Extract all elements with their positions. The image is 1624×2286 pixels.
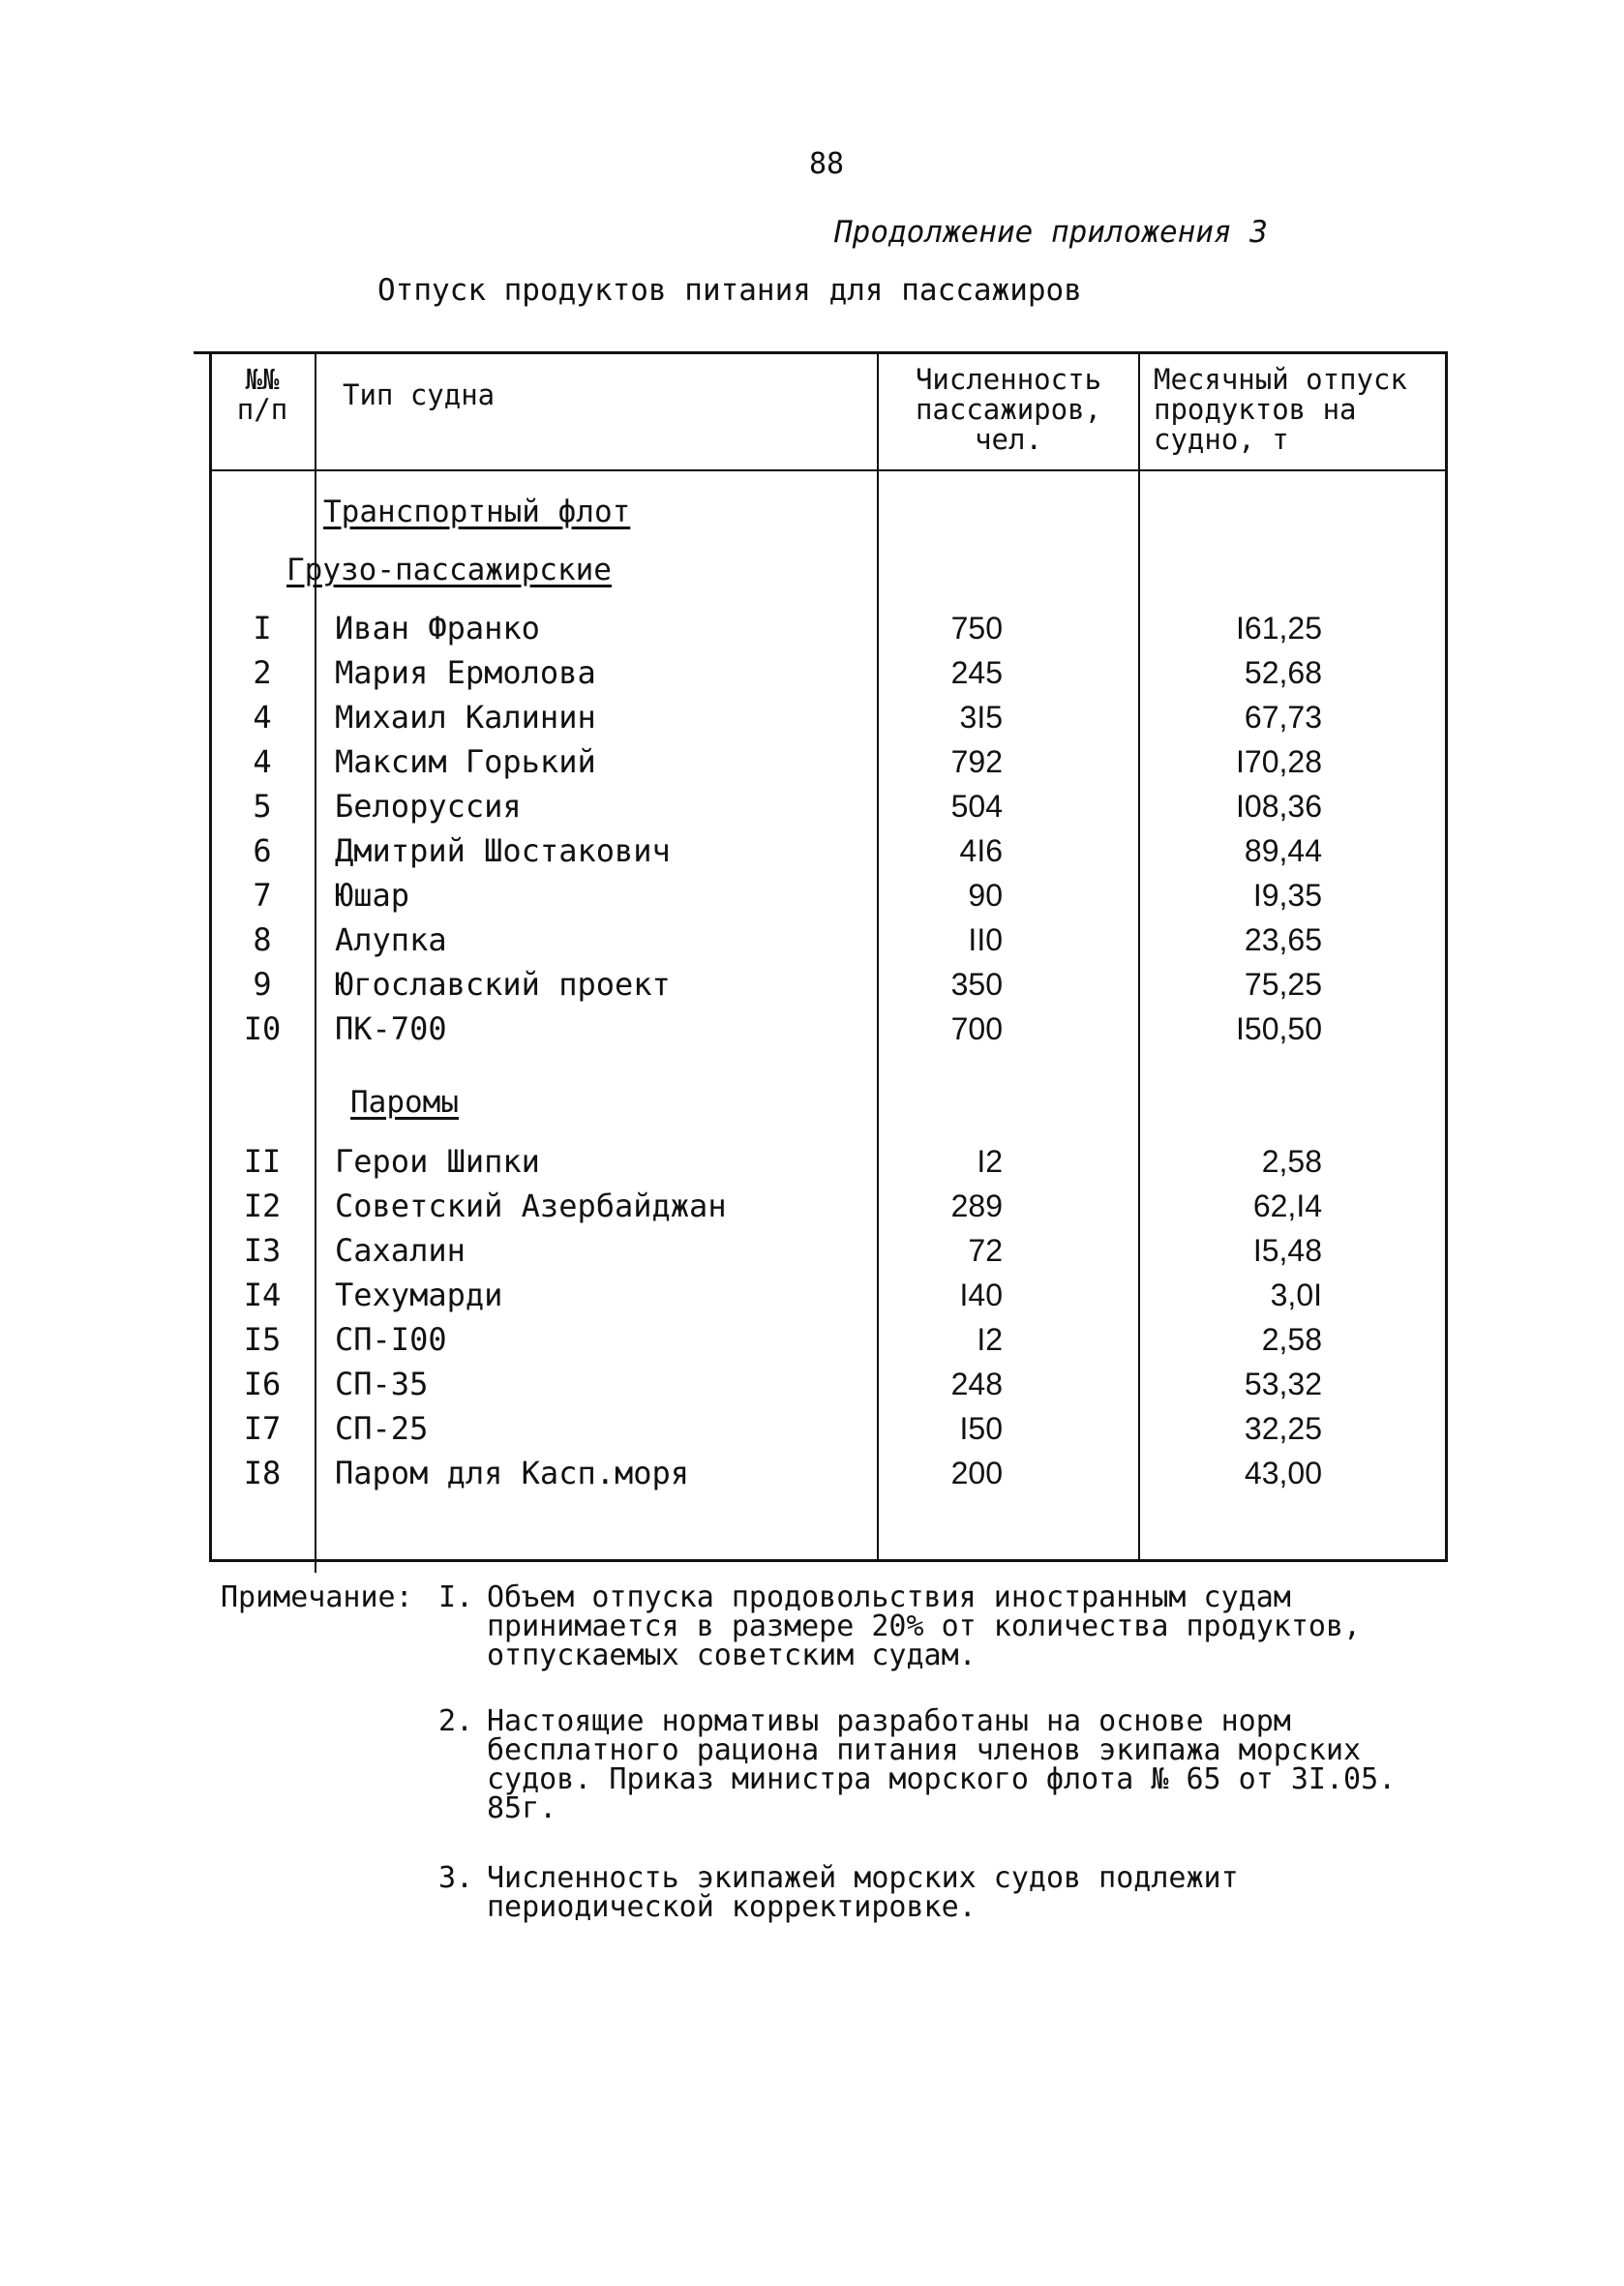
row-monthly-supply: I5,48 (1252, 1233, 1322, 1268)
row-monthly-supply: 3,0I (1270, 1278, 1322, 1312)
table-row (209, 784, 1448, 828)
table-row (209, 917, 1448, 962)
row-vessel-name: СП-25 (335, 1410, 429, 1447)
row-num: 9 (253, 966, 272, 1003)
table-row (209, 650, 1448, 695)
header-num-line-1: №№ (245, 363, 280, 396)
row-num: 4 (253, 699, 272, 736)
row-passengers: I40 (959, 1278, 1003, 1312)
row-vessel-name: Техумарди (335, 1277, 503, 1313)
table-row (209, 1406, 1448, 1451)
table-row (209, 739, 1448, 784)
row-passengers: 3I5 (959, 700, 1003, 735)
header-num-line-2: п/п (236, 393, 288, 426)
note-text: Настоящие нормативы разработаны на основе норм бесплатного рациона питания членов экипажа морских судов. Приказ министра морского флота № 65 от 3I.05. 85г. (487, 1704, 1397, 1825)
row-num: 6 (253, 832, 272, 869)
passenger-food-table (209, 351, 1448, 1561)
row-monthly-supply: I9,35 (1252, 878, 1322, 913)
row-vessel-name: Советский Азербайджан (335, 1188, 727, 1224)
header-monthly-line-2: продуктов на (1154, 393, 1357, 426)
page-number: 88 (809, 147, 845, 181)
row-monthly-supply: I50,50 (1236, 1011, 1322, 1046)
row-passengers: I2 (977, 1144, 1003, 1179)
row-monthly-supply: 53,32 (1244, 1367, 1322, 1401)
header-passengers (882, 365, 1135, 455)
row-passengers: II0 (968, 922, 1003, 957)
row-num: 4 (253, 743, 272, 780)
row-monthly-supply: 43,00 (1244, 1456, 1322, 1490)
table-row (209, 1139, 1448, 1184)
row-vessel-name: Югославский проект (335, 966, 671, 1003)
note-number: 3. (438, 1861, 474, 1895)
row-num: I6 (243, 1366, 282, 1402)
table-row (209, 1451, 1448, 1495)
row-monthly-supply: 75,25 (1244, 967, 1322, 1002)
table-row (209, 873, 1448, 917)
row-monthly-supply: I08,36 (1236, 789, 1322, 824)
row-vessel-name: Иван Франко (335, 610, 540, 647)
row-passengers: 4I6 (959, 833, 1003, 868)
row-passengers: I2 (977, 1322, 1003, 1357)
header-divider (209, 469, 1448, 471)
row-passengers: 750 (950, 611, 1003, 646)
header-monthly (1154, 365, 1444, 455)
row-vessel-name: Юшар (335, 877, 410, 914)
row-passengers: I50 (959, 1411, 1003, 1446)
row-monthly-supply: 23,65 (1244, 922, 1322, 957)
header-num (219, 365, 306, 425)
row-num: 7 (253, 877, 272, 914)
row-monthly-supply: 89,44 (1244, 833, 1322, 868)
row-num: 8 (253, 921, 272, 958)
header-pax-line-1: Численность (915, 363, 1102, 396)
row-vessel-name: СП-I00 (335, 1321, 447, 1358)
table-row (209, 1228, 1448, 1273)
note-number: 2. (438, 1704, 474, 1738)
table-bottom-border (209, 1559, 1448, 1562)
row-vessel-name: Сахалин (335, 1232, 466, 1269)
row-num: I0 (243, 1010, 282, 1047)
row-monthly-supply: 2,58 (1261, 1144, 1322, 1179)
row-passengers: 504 (950, 789, 1003, 824)
row-num: I2 (243, 1188, 282, 1224)
table-row (209, 606, 1448, 650)
table-row (209, 828, 1448, 873)
header-pax-line-2: пассажиров, (915, 393, 1102, 426)
table-row (209, 695, 1448, 739)
row-passengers: 248 (950, 1367, 1003, 1401)
row-monthly-supply: 2,58 (1261, 1322, 1322, 1357)
table-caption: Отпуск продуктов питания для пассажиров (377, 273, 1082, 308)
row-monthly-supply: I70,28 (1236, 744, 1322, 779)
header-type: Тип судна (343, 378, 496, 411)
table-row (209, 1184, 1448, 1228)
table-top-border (194, 351, 1448, 354)
row-monthly-supply: 32,25 (1244, 1411, 1322, 1446)
row-vessel-name: СП-35 (335, 1366, 429, 1402)
row-passengers: 792 (950, 744, 1003, 779)
section-transport-fleet: Транспортный флот (323, 495, 631, 529)
table-row (209, 1273, 1448, 1317)
row-vessel-name: Паром для Касп.моря (335, 1455, 690, 1491)
row-num: II (243, 1143, 282, 1180)
row-vessel-name: Максим Горький (335, 743, 596, 780)
table-row (209, 1362, 1448, 1406)
row-num: I7 (243, 1410, 282, 1447)
header-monthly-line-3: судно, т (1154, 423, 1289, 456)
header-monthly-line-1: Месячный отпуск (1154, 363, 1407, 396)
section-ferries: Паромы (350, 1085, 459, 1120)
row-vessel-name: Белоруссия (335, 788, 522, 825)
row-num: 5 (253, 788, 272, 825)
row-vessel-name: Алупка (335, 921, 447, 958)
row-monthly-supply: 62,I4 (1252, 1188, 1322, 1223)
section-cargo-passenger: Грузо-пассажирские (286, 553, 612, 587)
row-num: I8 (243, 1455, 282, 1491)
row-passengers: 289 (950, 1188, 1003, 1223)
notes-label: Примечание: (221, 1580, 413, 1614)
row-vessel-name: Дмитрий Шостакович (335, 832, 671, 869)
header-pax-line-3: чел. (975, 423, 1042, 456)
row-num: I4 (243, 1277, 282, 1313)
table-row (209, 962, 1448, 1007)
note-text: Численность экипажей морских судов подлежит периодической корректировке. (487, 1861, 1239, 1924)
row-passengers: 72 (968, 1233, 1003, 1268)
row-vessel-name: ПК-700 (335, 1010, 447, 1047)
row-passengers: 90 (968, 878, 1003, 913)
row-monthly-supply: 67,73 (1244, 700, 1322, 735)
row-vessel-name: Герои Шипки (335, 1143, 540, 1180)
table-row (209, 1007, 1448, 1051)
row-num: I (253, 610, 272, 647)
table-row (209, 1317, 1448, 1362)
row-num: 2 (253, 654, 272, 691)
row-monthly-supply: 52,68 (1244, 655, 1322, 690)
note-text: Объем отпуска продовольствия иностранным судам принимается в размере 20% от количества продуктов, отпускаемых советским судам. (487, 1580, 1362, 1672)
row-passengers: 350 (950, 967, 1003, 1002)
row-passengers: 700 (950, 1011, 1003, 1046)
row-num: I3 (243, 1232, 282, 1269)
appendix-continuation: Продолжение приложения 3 (834, 215, 1268, 250)
row-vessel-name: Михаил Калинин (335, 699, 596, 736)
row-vessel-name: Мария Ермолова (335, 654, 596, 691)
row-num: I5 (243, 1321, 282, 1358)
row-passengers: 200 (950, 1456, 1003, 1490)
note-number: I. (438, 1580, 474, 1614)
row-passengers: 245 (950, 655, 1003, 690)
row-monthly-supply: I61,25 (1236, 611, 1322, 646)
